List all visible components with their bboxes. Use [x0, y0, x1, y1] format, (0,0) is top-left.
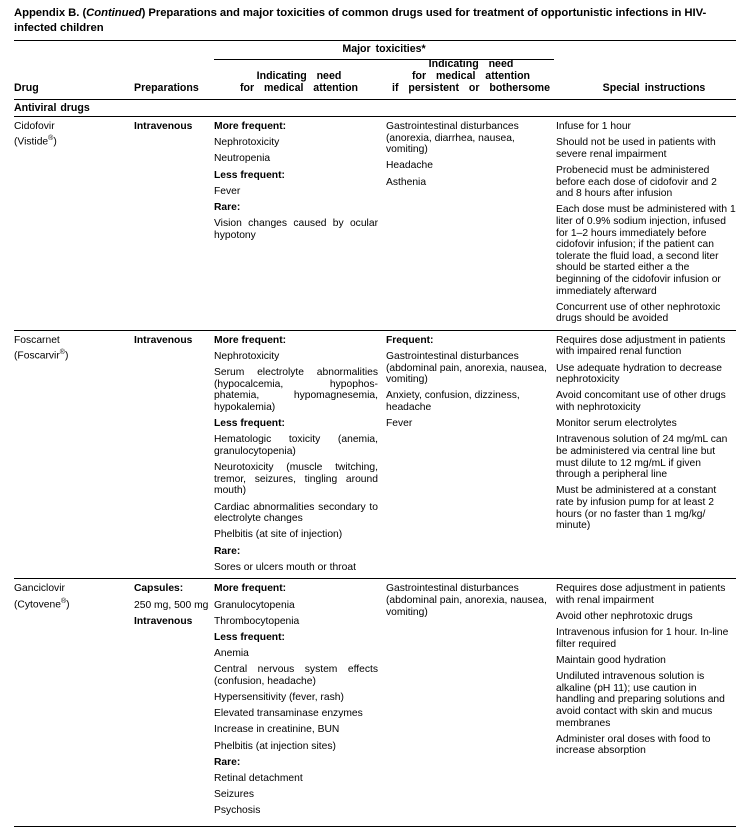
caption-continued: Continued	[86, 7, 142, 19]
toxicity-item: Granulocytopenia	[214, 599, 295, 611]
col-header-line: for medical attention	[411, 70, 531, 83]
column-header-indicating-need-medical-attention	[214, 70, 384, 94]
special-instruction-item: Maintain good hydration	[556, 655, 666, 667]
toxicity-item: Fever	[386, 418, 413, 430]
toxicity-frequency-label: More frequent:	[214, 334, 287, 346]
toxicity-item: Anxiety, confusion, dizziness, headache	[386, 390, 520, 414]
toxicity-item: Neutropenia	[214, 153, 271, 165]
toxicity-item: Hematologic toxicity (anemia, granulocytopenia)	[214, 434, 378, 457]
special-instruction-item: Should not be used in patients with severe renal impairment	[556, 137, 716, 160]
caption-suffix: ) Preparations and major toxicities of common drugs used for treatment of opportunistic infections in HIV-infected children	[14, 7, 707, 34]
special-instruction-item: Use adequate hydration to decrease nephrotoxicity	[556, 362, 723, 386]
toxicity-frequency-label: Less frequent:	[214, 631, 285, 643]
cell-drug	[14, 583, 134, 611]
cell-toxicities-medical-attention	[214, 583, 386, 817]
preparation-line: 250 mg, 500 mg	[134, 599, 209, 611]
cell-toxicities-persistent	[386, 121, 556, 188]
cell-special-instructions	[556, 583, 736, 757]
toxicity-frequency-label: More frequent:	[214, 121, 287, 132]
toxicity-item: Retinal detachment	[214, 772, 303, 784]
special-instruction-item: Each dose must be administered with 1 liter of 0.9% sodium injection, infused for 1–2 hours immediately before cidofovir infusion; if the patient can tolerate the fluid load, a second liter should be started either a the beginning of the cidofovir infusion or immediately afterward	[556, 204, 736, 297]
table-caption	[14, 6, 736, 35]
preparation-line: Capsules:	[134, 583, 184, 595]
drug-name: Foscarnet	[14, 334, 60, 346]
special-instruction-item: Infuse for 1 hour	[556, 121, 631, 132]
cell-toxicities-medical-attention	[214, 335, 386, 573]
toxicity-item: Headache	[386, 160, 433, 172]
cell-toxicities-medical-attention	[214, 121, 386, 241]
toxicity-item: Sores or ulcers mouth or throat	[214, 561, 356, 573]
table-header	[14, 41, 736, 99]
toxicity-item: Gastrointestinal disturbances (anorexia, diarrhea, nausea, vomiting)	[386, 121, 519, 156]
drug-brand-name: (Foscarvir®)	[14, 349, 69, 362]
special-instruction-item: Must be administered at a constant rate by infusion pump for at least 2 hours (or no faster than 1 mg/kg/ minute)	[556, 485, 717, 532]
toxicity-item: Anemia	[214, 648, 249, 660]
toxicity-item: Vision changes caused by ocular hypotony	[214, 218, 378, 241]
toxicity-item: Cardiac abnormalities secondary to electrolyte changes	[214, 501, 378, 525]
column-header-special-instructions: Special instructions	[602, 82, 706, 94]
preparation-line: Intravenous	[134, 121, 193, 132]
toxicity-item: Serum electrolyte abnormalities (hypocalcemia, hypophos-phatemia, hypomagnesemia, hypokalemia)	[214, 367, 378, 414]
toxicity-frequency-label: Rare:	[214, 201, 241, 213]
cell-special-instructions	[556, 121, 736, 325]
col-header-line: if persistent or bothersome	[392, 82, 550, 95]
cell-preparations	[134, 335, 214, 347]
drug-name: Ganciclovir	[14, 583, 65, 595]
special-instruction-item: Requires dose adjustment in patients with renal impairment	[556, 583, 726, 606]
special-instruction-item: Requires dose adjustment in patients with impaired renal function	[556, 334, 726, 358]
toxicity-frequency-label: Rare:	[214, 545, 241, 557]
toxicity-item: Nephrotoxicity	[214, 137, 280, 149]
toxicity-item: Asthenia	[386, 176, 427, 188]
toxicity-item: Thrombocytopenia	[214, 615, 300, 627]
toxicity-item: Increase in creatinine, BUN	[214, 724, 340, 736]
special-instruction-item: Concurrent use of other nephrotoxic drugs should be avoided	[556, 301, 721, 325]
toxicity-item: Psychosis	[214, 805, 261, 817]
special-instruction-item: Undiluted intravenous solution is alkaline (pH 11); use caution in handling and preparing solutions and avoid contact with skin and mucus membranes	[556, 671, 725, 729]
special-instruction-item: Intravenous infusion for 1 hour. In-line filter required	[556, 627, 729, 650]
table-row	[14, 117, 736, 330]
special-instruction-item: Probenecid must be administered before each dose of cidofovir and 2 and 8 hours after infusion	[556, 164, 717, 200]
toxicity-frequency-label: Rare:	[214, 756, 241, 768]
column-header-preparations: Preparations	[134, 82, 199, 94]
special-instruction-item: Administer oral doses with food to increase absorption	[556, 733, 711, 757]
caption-prefix: Appendix B. (	[14, 7, 87, 19]
cell-preparations	[134, 583, 214, 627]
registered-trademark-icon: ®	[60, 597, 67, 605]
toxicity-item: Fever	[214, 185, 241, 197]
toxicity-item: Hypersensitivity (fever, rash)	[214, 692, 344, 704]
drug-name: Cidofovir	[14, 121, 55, 132]
toxicity-item: Seizures	[214, 789, 255, 801]
toxicity-frequency-label: Less frequent:	[214, 418, 285, 430]
toxicity-item: Central nervous system effects (confusion, headache)	[214, 664, 378, 687]
toxicity-frequency-label: More frequent:	[214, 583, 287, 595]
cell-special-instructions	[556, 335, 736, 532]
registered-trademark-icon: ®	[48, 135, 54, 143]
toxicity-item: Nephrotoxicity	[214, 351, 280, 363]
toxicity-item: Neurotoxicity (muscle twitching, tremor, seizures, tingling around mouth)	[214, 462, 378, 497]
toxicity-item: Elevated transaminase enzymes	[214, 708, 363, 720]
col-header-line: Indicating need	[256, 70, 342, 82]
column-header-drug: Drug	[14, 82, 39, 94]
drug-brand-name: (Vistide®)	[14, 135, 57, 148]
cell-drug	[14, 121, 134, 149]
cell-toxicities-persistent	[386, 335, 556, 430]
cell-preparations	[134, 121, 214, 133]
toxicity-frequency-label: Less frequent:	[214, 169, 285, 181]
section-label-antiviral-drugs: Antiviral drugs	[14, 102, 90, 114]
col-header-line: for medical attention	[239, 82, 359, 95]
preparation-line: Intravenous	[134, 334, 193, 346]
registered-trademark-icon: ®	[59, 349, 65, 357]
special-instruction-item: Monitor serum electrolytes	[556, 418, 677, 430]
special-instruction-item: Avoid concomitant use of other drugs with nephrotoxicity	[556, 390, 726, 414]
table-row	[14, 331, 736, 578]
toxicity-item: Phelbitis (at site of injection)	[214, 529, 343, 541]
column-header-indicating-need-persistent	[386, 58, 556, 95]
toxicity-item: Gastrointestinal disturbances (abdominal pain, anorexia, nausea, vomiting)	[386, 583, 547, 618]
table-body	[14, 117, 736, 827]
spanning-header-major-toxicities: Major toxicities*	[342, 43, 426, 55]
cell-drug	[14, 335, 134, 363]
preparation-line: Intravenous	[134, 615, 193, 627]
drug-brand-name: (Cytovene®)	[14, 597, 70, 610]
toxicity-item: Phelbitis (at injection sites)	[214, 740, 336, 752]
table-row	[14, 579, 736, 822]
cell-toxicities-persistent	[386, 583, 556, 618]
toxicity-item: Gastrointestinal disturbances (abdominal pain, anorexia, nausea, vomiting)	[386, 351, 547, 386]
special-instruction-item: Intravenous solution of 24 mg/mL can be administered via central line but must dilute to 12 mg/mL if given through a peripheral line	[556, 434, 728, 481]
special-instruction-item: Avoid other nephrotoxic drugs	[556, 611, 693, 623]
col-header-line: Indicating need	[428, 58, 514, 70]
toxicity-frequency-label: Frequent:	[386, 334, 434, 346]
